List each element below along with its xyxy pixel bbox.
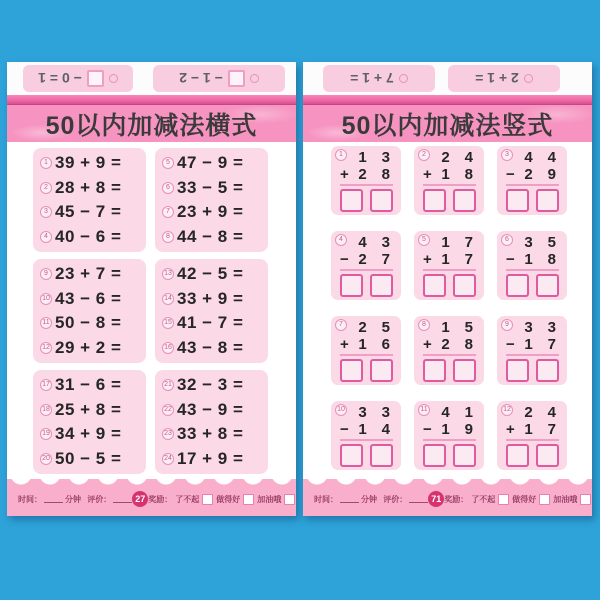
reward-option-label: 加油哦 [553,494,578,504]
equation-text: 33 + 9 = [177,288,244,308]
answer-box [423,444,446,467]
scalloped-edge [303,474,592,485]
time-label: 时间： [314,494,338,504]
operator-sign: + [506,421,515,438]
problem-number-badge: 8 [162,231,174,243]
score-label: 评价： [383,494,408,504]
answer-box [536,189,559,212]
equals-line [340,269,393,271]
operator-sign: − [340,421,349,438]
problem-number-badge: 22 [162,404,174,416]
vertical-problem-block [331,401,401,470]
answer-box [506,359,529,382]
tens-digit: 1 [441,421,450,438]
problem-row [162,375,268,395]
problem-number-badge: 11 [418,404,430,416]
answer-box [87,70,104,87]
problem-row [162,424,268,444]
problem-number-badge: 23 [162,428,174,440]
flipped-previous-page-edge [7,62,296,95]
tens-digit: 1 [358,421,367,438]
tens-digit: 2 [358,166,367,183]
ones-digit: 5 [381,319,390,336]
operator-sign: + [423,251,432,268]
problem-number-badge: 7 [162,206,174,218]
problem-number-badge: 14 [162,293,174,305]
ones-digit: 3 [381,404,390,421]
reward-label: 奖励： [148,494,173,504]
answer-box [340,274,363,297]
reward-option-label: 做得好 [216,494,241,504]
problem-row [40,313,146,333]
problem-number-icon [109,74,118,83]
flipped-equation-strip [323,65,435,92]
answer-box [370,274,393,297]
top-operand-row [331,404,401,421]
tens-digit: 2 [441,336,450,353]
equals-line [506,184,559,186]
vertical-problem-block [414,316,484,385]
tens-digit: 2 [358,251,367,268]
top-operand-row [497,319,567,336]
problem-number-badge: 10 [335,404,347,416]
bottom-operand-row [497,336,567,353]
bottom-operand-row [414,166,484,183]
reward-checkbox [539,494,550,505]
problem-row [40,227,146,247]
horizontal-problems-grid [33,148,268,474]
page-footer [7,479,296,516]
answer-box [423,189,446,212]
answer-box [536,274,559,297]
problem-number-badge: 3 [501,149,513,161]
problem-number-badge: 11 [40,317,52,329]
equals-line [340,439,393,441]
answer-box [506,189,529,212]
flipped-equation-text: 2 + 1 = [475,70,519,87]
reward-checkbox [498,494,509,505]
answer-box [370,189,393,212]
operator-sign: + [423,166,432,183]
page-number-badge: 27 [132,491,148,507]
flipped-equation-strip [448,65,560,92]
ones-digit: 5 [547,234,556,251]
equation-text: 42 − 5 = [177,264,244,284]
operator-sign: − [506,251,515,268]
equation-text: 25 + 8 = [55,399,122,419]
page-curl-edge [303,95,592,105]
tens-digit: 3 [524,319,533,336]
ones-digit: 7 [381,251,390,268]
answer-box [453,189,476,212]
equation-text: 43 − 8 = [177,337,244,357]
answer-boxes [497,274,567,297]
vertical-problem-block [414,401,484,470]
problem-block [33,148,146,252]
equals-line [340,354,393,356]
reward-checkbox [243,494,254,505]
problem-row [40,202,146,222]
equation-text: 29 + 2 = [55,337,122,357]
tens-digit: 2 [441,149,450,166]
problem-block [33,259,146,363]
bottom-operand-row [497,421,567,438]
answer-boxes [331,189,401,212]
problem-number-badge: 9 [501,319,513,331]
ones-digit: 4 [464,149,473,166]
ones-digit: 9 [464,421,473,438]
answer-boxes [414,444,484,467]
problem-row [40,400,146,420]
tens-digit: 1 [524,336,533,353]
problem-number-badge: 17 [40,379,52,391]
problem-number-badge: 13 [162,268,174,280]
reward-label: 奖励： [444,494,469,504]
problem-row [40,338,146,358]
tens-digit: 1 [358,149,367,166]
problem-row [162,338,268,358]
time-unit-label: 分钟 [361,494,377,504]
title-band [303,105,592,142]
equals-line [506,354,559,356]
top-operand-row [414,319,484,336]
ones-digit: 8 [547,251,556,268]
equation-text: 33 − 5 = [177,177,244,197]
operator-sign: + [340,336,349,353]
tens-digit: 4 [524,149,533,166]
reward-checkboxes [444,494,591,505]
answer-boxes [331,359,401,382]
answer-box [340,444,363,467]
equation-text: 50 − 8 = [55,313,122,333]
problem-block [155,148,268,252]
problem-row [162,178,268,198]
vertical-problem-block [414,231,484,300]
equation-text: 43 − 6 = [55,288,122,308]
flipped-equation-text: 7 + 1 = [350,70,394,87]
problem-row [40,264,146,284]
ones-digit: 7 [464,251,473,268]
answer-box [423,359,446,382]
equation-text: 39 + 9 = [55,153,122,173]
ones-digit: 7 [547,421,556,438]
reward-checkbox [580,494,591,505]
title-band [7,105,296,142]
tens-digit: 1 [441,319,450,336]
ones-digit: 1 [464,404,473,421]
bottom-operand-row [414,336,484,353]
top-operand-row [497,149,567,166]
page-title: 50以内加减法竖式 [341,111,554,140]
right-worksheet-page [303,62,592,516]
equation-text: 40 − 6 = [55,226,122,246]
answer-boxes [497,189,567,212]
equals-line [423,354,476,356]
problem-row [162,289,268,309]
problem-number-badge: 8 [418,319,430,331]
ones-digit: 4 [547,404,556,421]
equation-text: 50 − 5 = [55,448,122,468]
equation-text: 32 − 3 = [177,375,244,395]
operator-sign: + [423,336,432,353]
problem-number-badge: 20 [40,453,52,465]
bottom-operand-row [414,421,484,438]
answer-box [506,444,529,467]
problems-area [303,142,592,479]
answer-box [453,274,476,297]
problem-number-badge: 9 [40,268,52,280]
page-footer [303,479,592,516]
problem-number-badge: 2 [418,149,430,161]
answer-box [340,359,363,382]
operator-sign: + [340,166,349,183]
vertical-problem-block [497,316,567,385]
problem-number-icon [250,74,259,83]
top-operand-row [497,234,567,251]
problem-block [155,370,268,474]
flipped-previous-page-edge [303,62,592,95]
problem-number-icon [524,74,533,83]
bottom-operand-row [331,336,401,353]
bottom-operand-row [331,251,401,268]
tens-digit: 1 [358,336,367,353]
vertical-problem-block [331,316,401,385]
answer-boxes [331,274,401,297]
page-title: 50以内加减法横式 [45,111,258,140]
vertical-problem-block [414,146,484,215]
tens-digit: 3 [524,234,533,251]
bottom-operand-row [331,166,401,183]
equals-line [423,269,476,271]
answer-box [453,359,476,382]
answer-box [370,359,393,382]
vertical-problem-block [497,401,567,470]
top-operand-row [414,234,484,251]
equation-text: 33 + 8 = [177,424,244,444]
problem-number-badge: 1 [335,149,347,161]
problem-number-badge: 5 [418,234,430,246]
problem-row [162,153,268,173]
tens-digit: 1 [441,166,450,183]
problem-number-badge: 6 [162,182,174,194]
score-blank-line [113,495,132,503]
problem-number-icon [399,74,408,83]
tens-digit: 1 [441,251,450,268]
reward-option-label: 做得好 [512,494,537,504]
ones-digit: 3 [547,319,556,336]
tens-digit: 1 [524,421,533,438]
problem-number-badge: 2 [40,182,52,194]
ones-digit: 8 [381,166,390,183]
answer-boxes [331,444,401,467]
time-score-fields [314,494,428,505]
equation-text: 41 − 7 = [177,313,244,333]
equation-text: 43 − 9 = [177,399,244,419]
problem-number-badge: 5 [162,157,174,169]
tens-digit: 2 [524,404,533,421]
ones-digit: 4 [547,149,556,166]
equation-text: 34 + 9 = [55,424,122,444]
problem-row [40,178,146,198]
left-worksheet-page [7,62,296,516]
time-score-fields [18,494,132,505]
tens-digit: 4 [441,404,450,421]
answer-box [536,359,559,382]
answer-boxes [497,359,567,382]
answer-box [423,274,446,297]
ones-digit: 8 [464,336,473,353]
top-operand-row [331,149,401,166]
problem-number-badge: 7 [335,319,347,331]
vertical-problem-block [497,146,567,215]
problems-area [7,142,296,479]
problem-block [155,259,268,363]
ones-digit: 6 [381,336,390,353]
top-operand-row [331,234,401,251]
equation-text: 45 − 7 = [55,202,122,222]
score-label: 评价： [87,494,112,504]
equation-text: 23 + 9 = [177,202,244,222]
tens-digit: 2 [358,319,367,336]
operator-sign: − [506,336,515,353]
equals-line [423,184,476,186]
equation-text: 31 − 6 = [55,375,122,395]
answer-box [340,189,363,212]
vertical-problem-block [331,231,401,300]
problem-row [40,289,146,309]
ones-digit: 7 [464,234,473,251]
ones-digit: 7 [547,336,556,353]
equation-text: 28 + 8 = [55,177,122,197]
ones-digit: 3 [381,149,390,166]
equation-text: 47 − 9 = [177,153,244,173]
answer-box [370,444,393,467]
answer-box [506,274,529,297]
time-label: 时间： [18,494,42,504]
problem-row [162,227,268,247]
problem-row [162,400,268,420]
answer-box [453,444,476,467]
top-operand-row [414,149,484,166]
flipped-equation-text: − 0 = 1 [38,70,82,87]
problem-number-badge: 3 [40,206,52,218]
ones-digit: 4 [381,421,390,438]
reward-checkbox [202,494,213,505]
tens-digit: 2 [524,166,533,183]
problem-number-badge: 12 [501,404,513,416]
equals-line [340,184,393,186]
problem-row [40,153,146,173]
tens-digit: 3 [358,404,367,421]
problem-row [162,313,268,333]
equation-text: 23 + 7 = [55,264,122,284]
problem-number-badge: 24 [162,453,174,465]
reward-option-label: 了不起 [471,494,496,504]
score-blank-line [409,495,428,503]
problem-number-badge: 21 [162,379,174,391]
flipped-equation-text: − 1 − 2 [179,70,223,87]
vertical-problem-block [497,231,567,300]
reward-option-label: 加油哦 [257,494,282,504]
reward-checkbox [284,494,295,505]
bottom-operand-row [331,421,401,438]
ones-digit: 8 [464,166,473,183]
problem-number-badge: 15 [162,317,174,329]
scalloped-edge [7,474,296,485]
ones-digit: 3 [381,234,390,251]
answer-boxes [497,444,567,467]
equals-line [506,269,559,271]
equation-text: 44 − 8 = [177,226,244,246]
flipped-equation-strip [153,65,285,92]
problem-number-badge: 4 [40,231,52,243]
ones-digit: 5 [464,319,473,336]
time-blank-line [44,495,63,503]
operator-sign: − [340,251,349,268]
tens-digit: 4 [358,234,367,251]
answer-box [228,70,245,87]
problem-number-badge: 16 [162,342,174,354]
vertical-problem-block [331,146,401,215]
top-operand-row [414,404,484,421]
answer-box [536,444,559,467]
operator-sign: − [423,421,432,438]
problem-number-badge: 10 [40,293,52,305]
problem-row [162,449,268,469]
page-number-badge: 71 [428,491,444,507]
bottom-operand-row [414,251,484,268]
ones-digit: 9 [547,166,556,183]
problem-number-badge: 4 [335,234,347,246]
time-blank-line [340,495,359,503]
problem-number-badge: 1 [40,157,52,169]
problem-number-badge: 6 [501,234,513,246]
problem-number-badge: 19 [40,428,52,440]
bottom-operand-row [497,166,567,183]
vertical-problems-grid [331,146,567,470]
equals-line [506,439,559,441]
answer-boxes [414,189,484,212]
answer-boxes [414,274,484,297]
time-unit-label: 分钟 [65,494,81,504]
answer-boxes [414,359,484,382]
problem-row [40,424,146,444]
problem-block [33,370,146,474]
page-curl-edge [7,95,296,105]
problem-row [162,202,268,222]
equals-line [423,439,476,441]
problem-row [40,449,146,469]
problem-number-badge: 12 [40,342,52,354]
tens-digit: 1 [524,251,533,268]
problem-number-badge: 18 [40,404,52,416]
top-operand-row [497,404,567,421]
reward-option-label: 了不起 [175,494,200,504]
reward-checkboxes [148,494,295,505]
top-operand-row [331,319,401,336]
problem-row [40,375,146,395]
operator-sign: − [506,166,515,183]
problem-row [162,264,268,284]
tens-digit: 1 [441,234,450,251]
equation-text: 17 + 9 = [177,448,244,468]
flipped-equation-strip [23,65,133,92]
bottom-operand-row [497,251,567,268]
